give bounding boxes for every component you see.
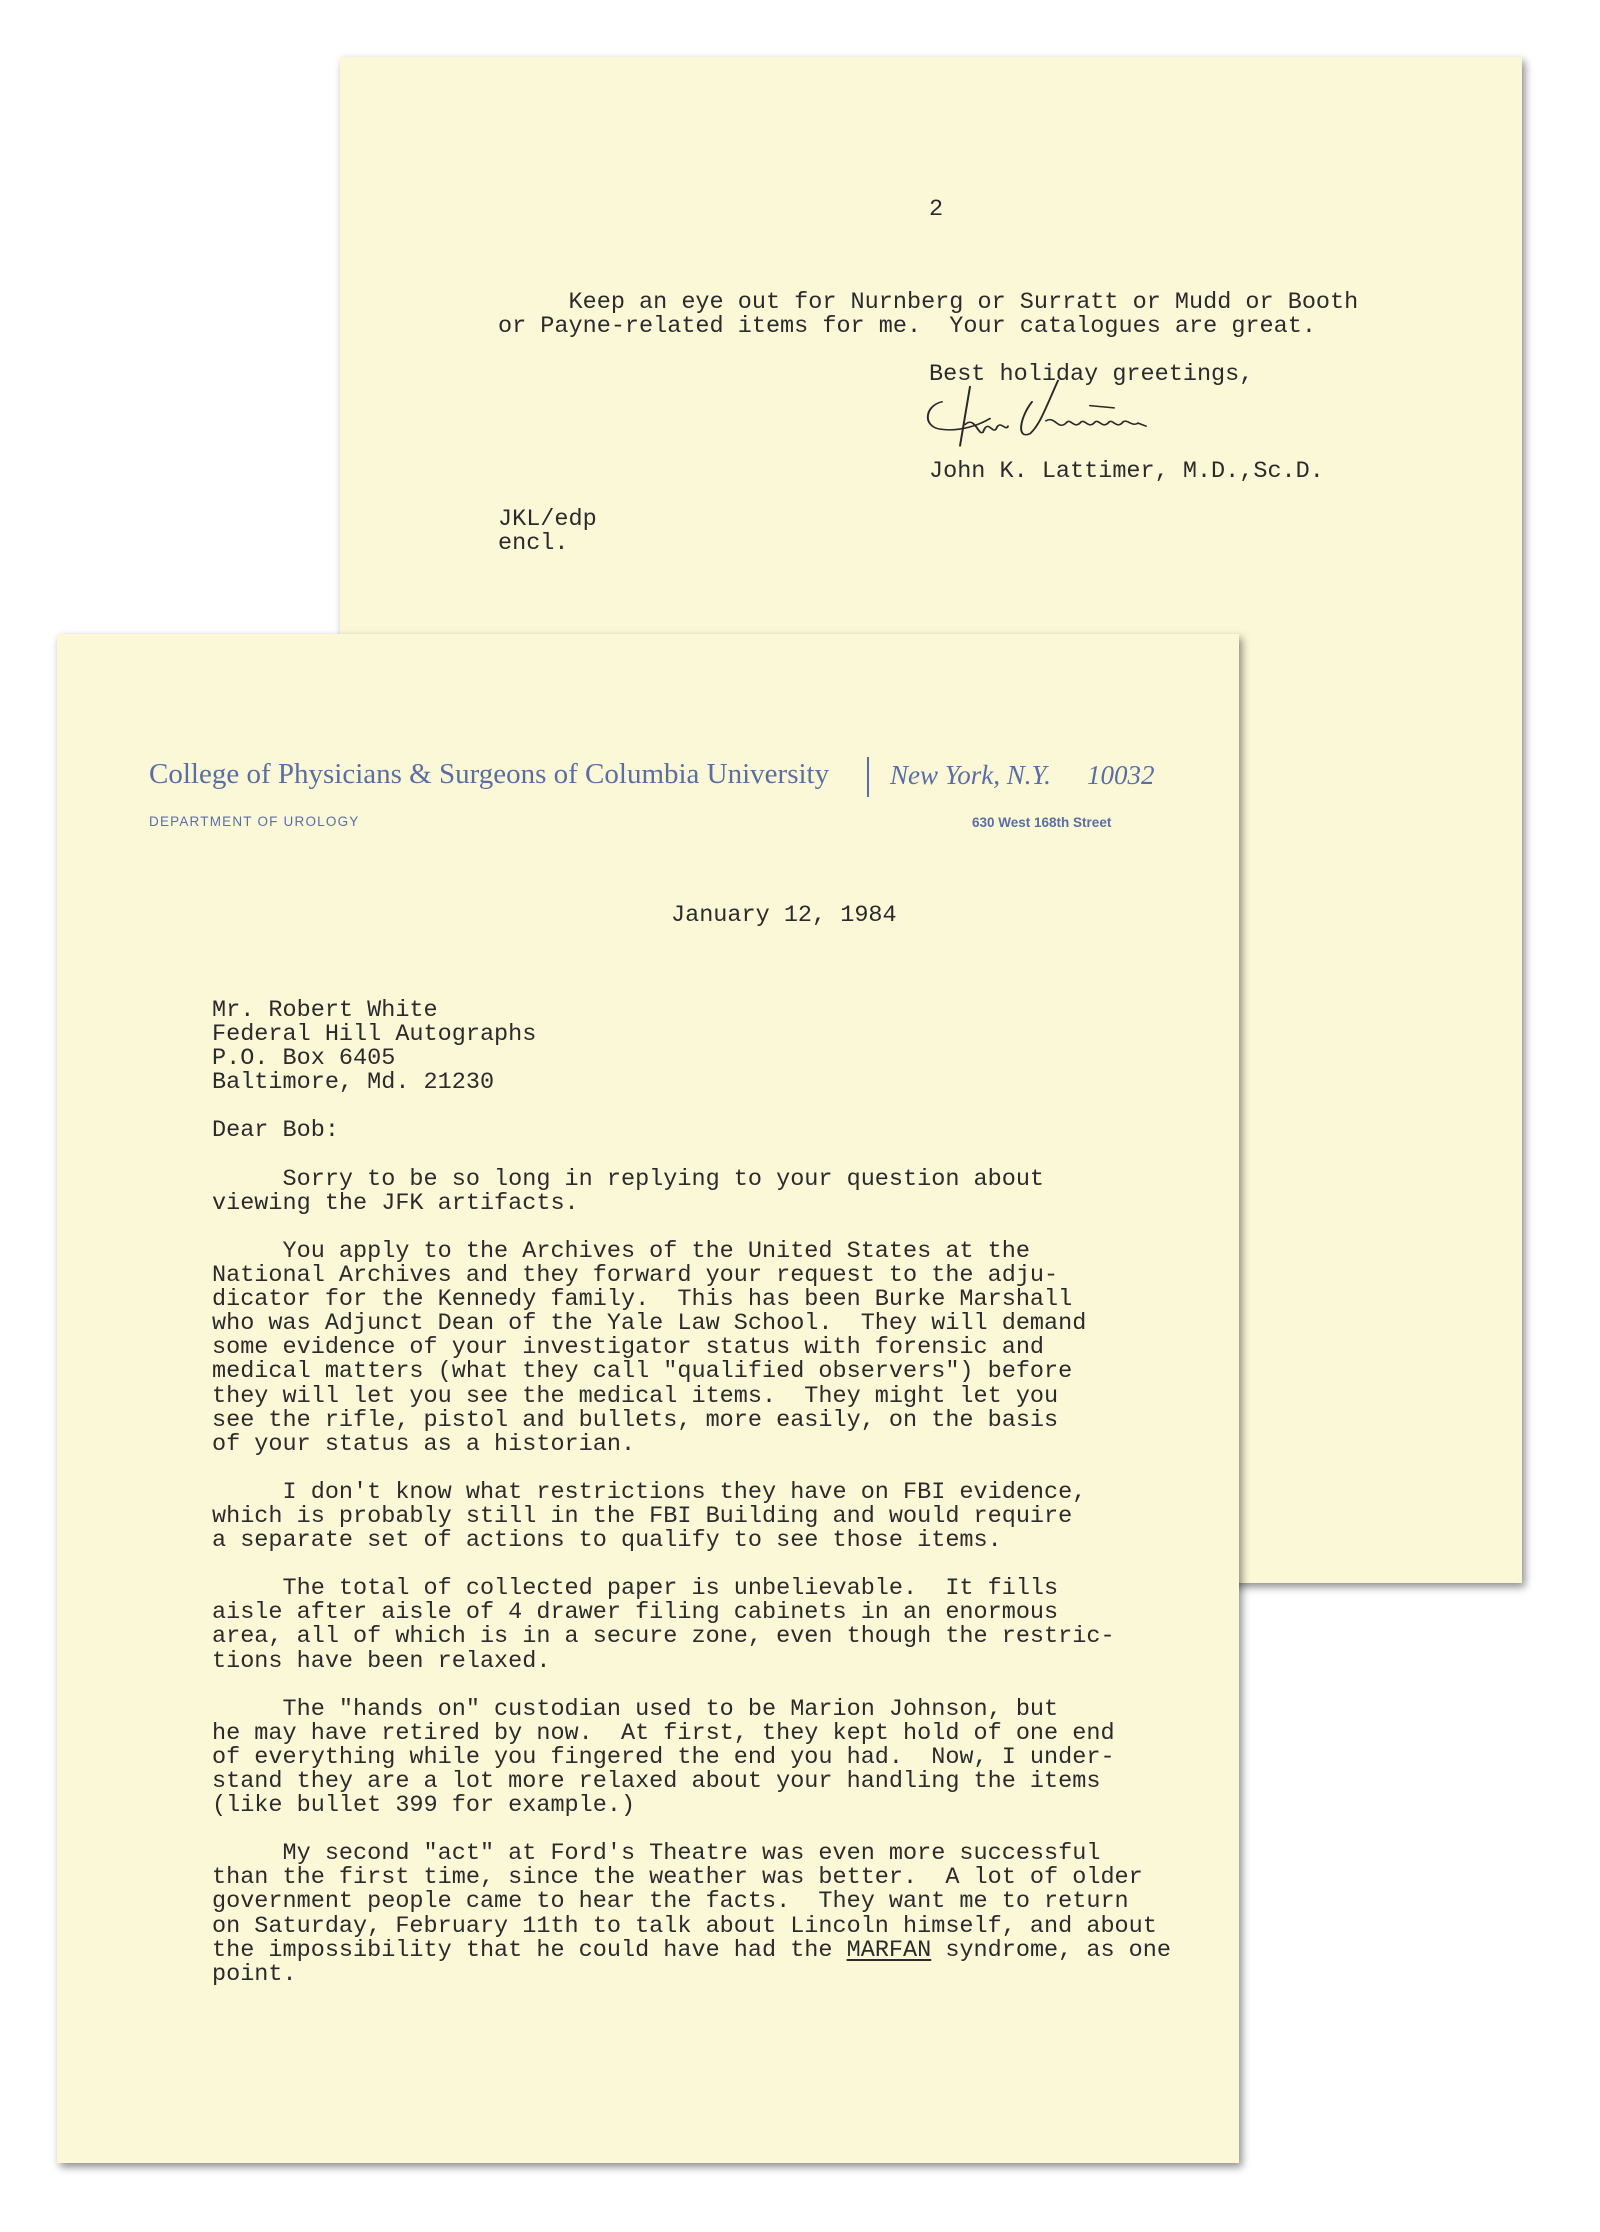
- letterhead-department: DEPARTMENT OF UROLOGY: [149, 814, 360, 829]
- letterhead-zip: 10032: [1087, 760, 1155, 790]
- paragraph-line: Keep an eye out for Nurnberg or Surratt or Mudd or Booth: [498, 289, 1359, 316]
- paragraph-line: The "hands on" custodian used to be Marion Johnson, but: [212, 1695, 1059, 1723]
- paragraph-line: see the rifle, pistol and bullets, more easily, on the basis: [212, 1406, 1059, 1434]
- letter-body: [212, 999, 1171, 1987]
- paragraph-line: [212, 1936, 1171, 1964]
- paragraph-line: point.: [212, 1960, 297, 1988]
- paragraph-line: (like bullet 399 for example.): [212, 1792, 636, 1820]
- letter-page-1: [57, 634, 1239, 2163]
- page-number: 2: [929, 196, 944, 223]
- paragraph-line: who was Adjunct Dean of the Yale Law School. They will demand: [212, 1310, 1087, 1338]
- letterhead-divider: [867, 757, 869, 797]
- paragraph-line: area, all of which is in a secure zone, even though the restric-: [212, 1623, 1115, 1651]
- address-line: Baltimore, Md. 21230: [212, 1069, 495, 1097]
- paragraph-line: medical matters (what they call "qualified observers") before: [212, 1358, 1073, 1386]
- text: the impossibility that he could have had the: [212, 1936, 847, 1964]
- letterhead-institution: College of Physicians & Surgeons of Columbia University: [149, 758, 830, 790]
- address-line: Mr. Robert White: [212, 997, 438, 1024]
- paragraph-line: a separate set of actions to qualify to see those items.: [212, 1527, 1002, 1555]
- letterhead-city: New York, N.Y.: [890, 760, 1051, 790]
- paragraph-line: The total of collected paper is unbelievable. It fills: [212, 1575, 1059, 1603]
- underlined-word: MARFAN: [846, 1936, 932, 1964]
- address-line: P.O. Box 6405: [212, 1045, 396, 1073]
- paragraph-line: dicator for the Kennedy family. This has been Burke Marshall: [212, 1286, 1073, 1314]
- enclosure: encl.: [498, 529, 569, 557]
- paragraph-line: he may have retired by now. At first, they kept hold of one end: [212, 1719, 1115, 1747]
- paragraph-line: government people came to hear the facts. They want me to return: [212, 1888, 1129, 1916]
- paragraph-line: Sorry to be so long in replying to your question about: [212, 1165, 1045, 1193]
- salutation: Dear Bob:: [212, 1117, 339, 1145]
- paragraph-line: than the first time, since the weather was better. A lot of older: [212, 1864, 1143, 1892]
- letter-date: January 12, 1984: [671, 902, 897, 929]
- paragraph-line: National Archives and they forward your request to the adju-: [212, 1262, 1059, 1290]
- paragraph-line: they will let you see the medical items. They might let you: [212, 1382, 1059, 1410]
- paragraph-line: You apply to the Archives of the United States at the: [212, 1237, 1030, 1265]
- paragraph-line: tions have been relaxed.: [212, 1647, 551, 1675]
- paragraph-line: of everything while you fingered the end you had. Now, I under-: [212, 1743, 1115, 1771]
- closing: Best holiday greetings,: [929, 361, 1254, 389]
- signer-name: John K. Lattimer, M.D.,Sc.D.: [929, 457, 1324, 485]
- text: syndrome, as one: [931, 1936, 1171, 1964]
- paragraph-line: stand they are a lot more relaxed about your handling the items: [212, 1768, 1101, 1795]
- letterhead-street: 630 West 168th Street: [972, 815, 1112, 830]
- paragraph-line: which is probably still in the FBI Building and would require: [212, 1502, 1073, 1530]
- paragraph-line: My second "act" at Ford's Theatre was even more successful: [212, 1840, 1101, 1868]
- paragraph-line: on Saturday, February 11th to talk about Lincoln himself, and about: [212, 1912, 1157, 1940]
- paragraph-line: aisle after aisle of 4 drawer filing cabinets in an enormous: [212, 1599, 1059, 1627]
- initials: JKL/edp: [498, 505, 597, 533]
- paragraph-line: some evidence of your investigator status with forensic and: [212, 1334, 1045, 1362]
- paragraph-line: or Payne-related items for me. Your catalogues are great.: [498, 313, 1316, 341]
- paragraph-line: of your status as a historian.: [212, 1430, 636, 1458]
- closing-paragraph: [498, 291, 1358, 556]
- paragraph-line: I don't know what restrictions they have on FBI evidence,: [212, 1478, 1087, 1506]
- address-line: Federal Hill Autographs: [212, 1021, 537, 1049]
- paragraph-line: viewing the JFK artifacts.: [212, 1189, 579, 1217]
